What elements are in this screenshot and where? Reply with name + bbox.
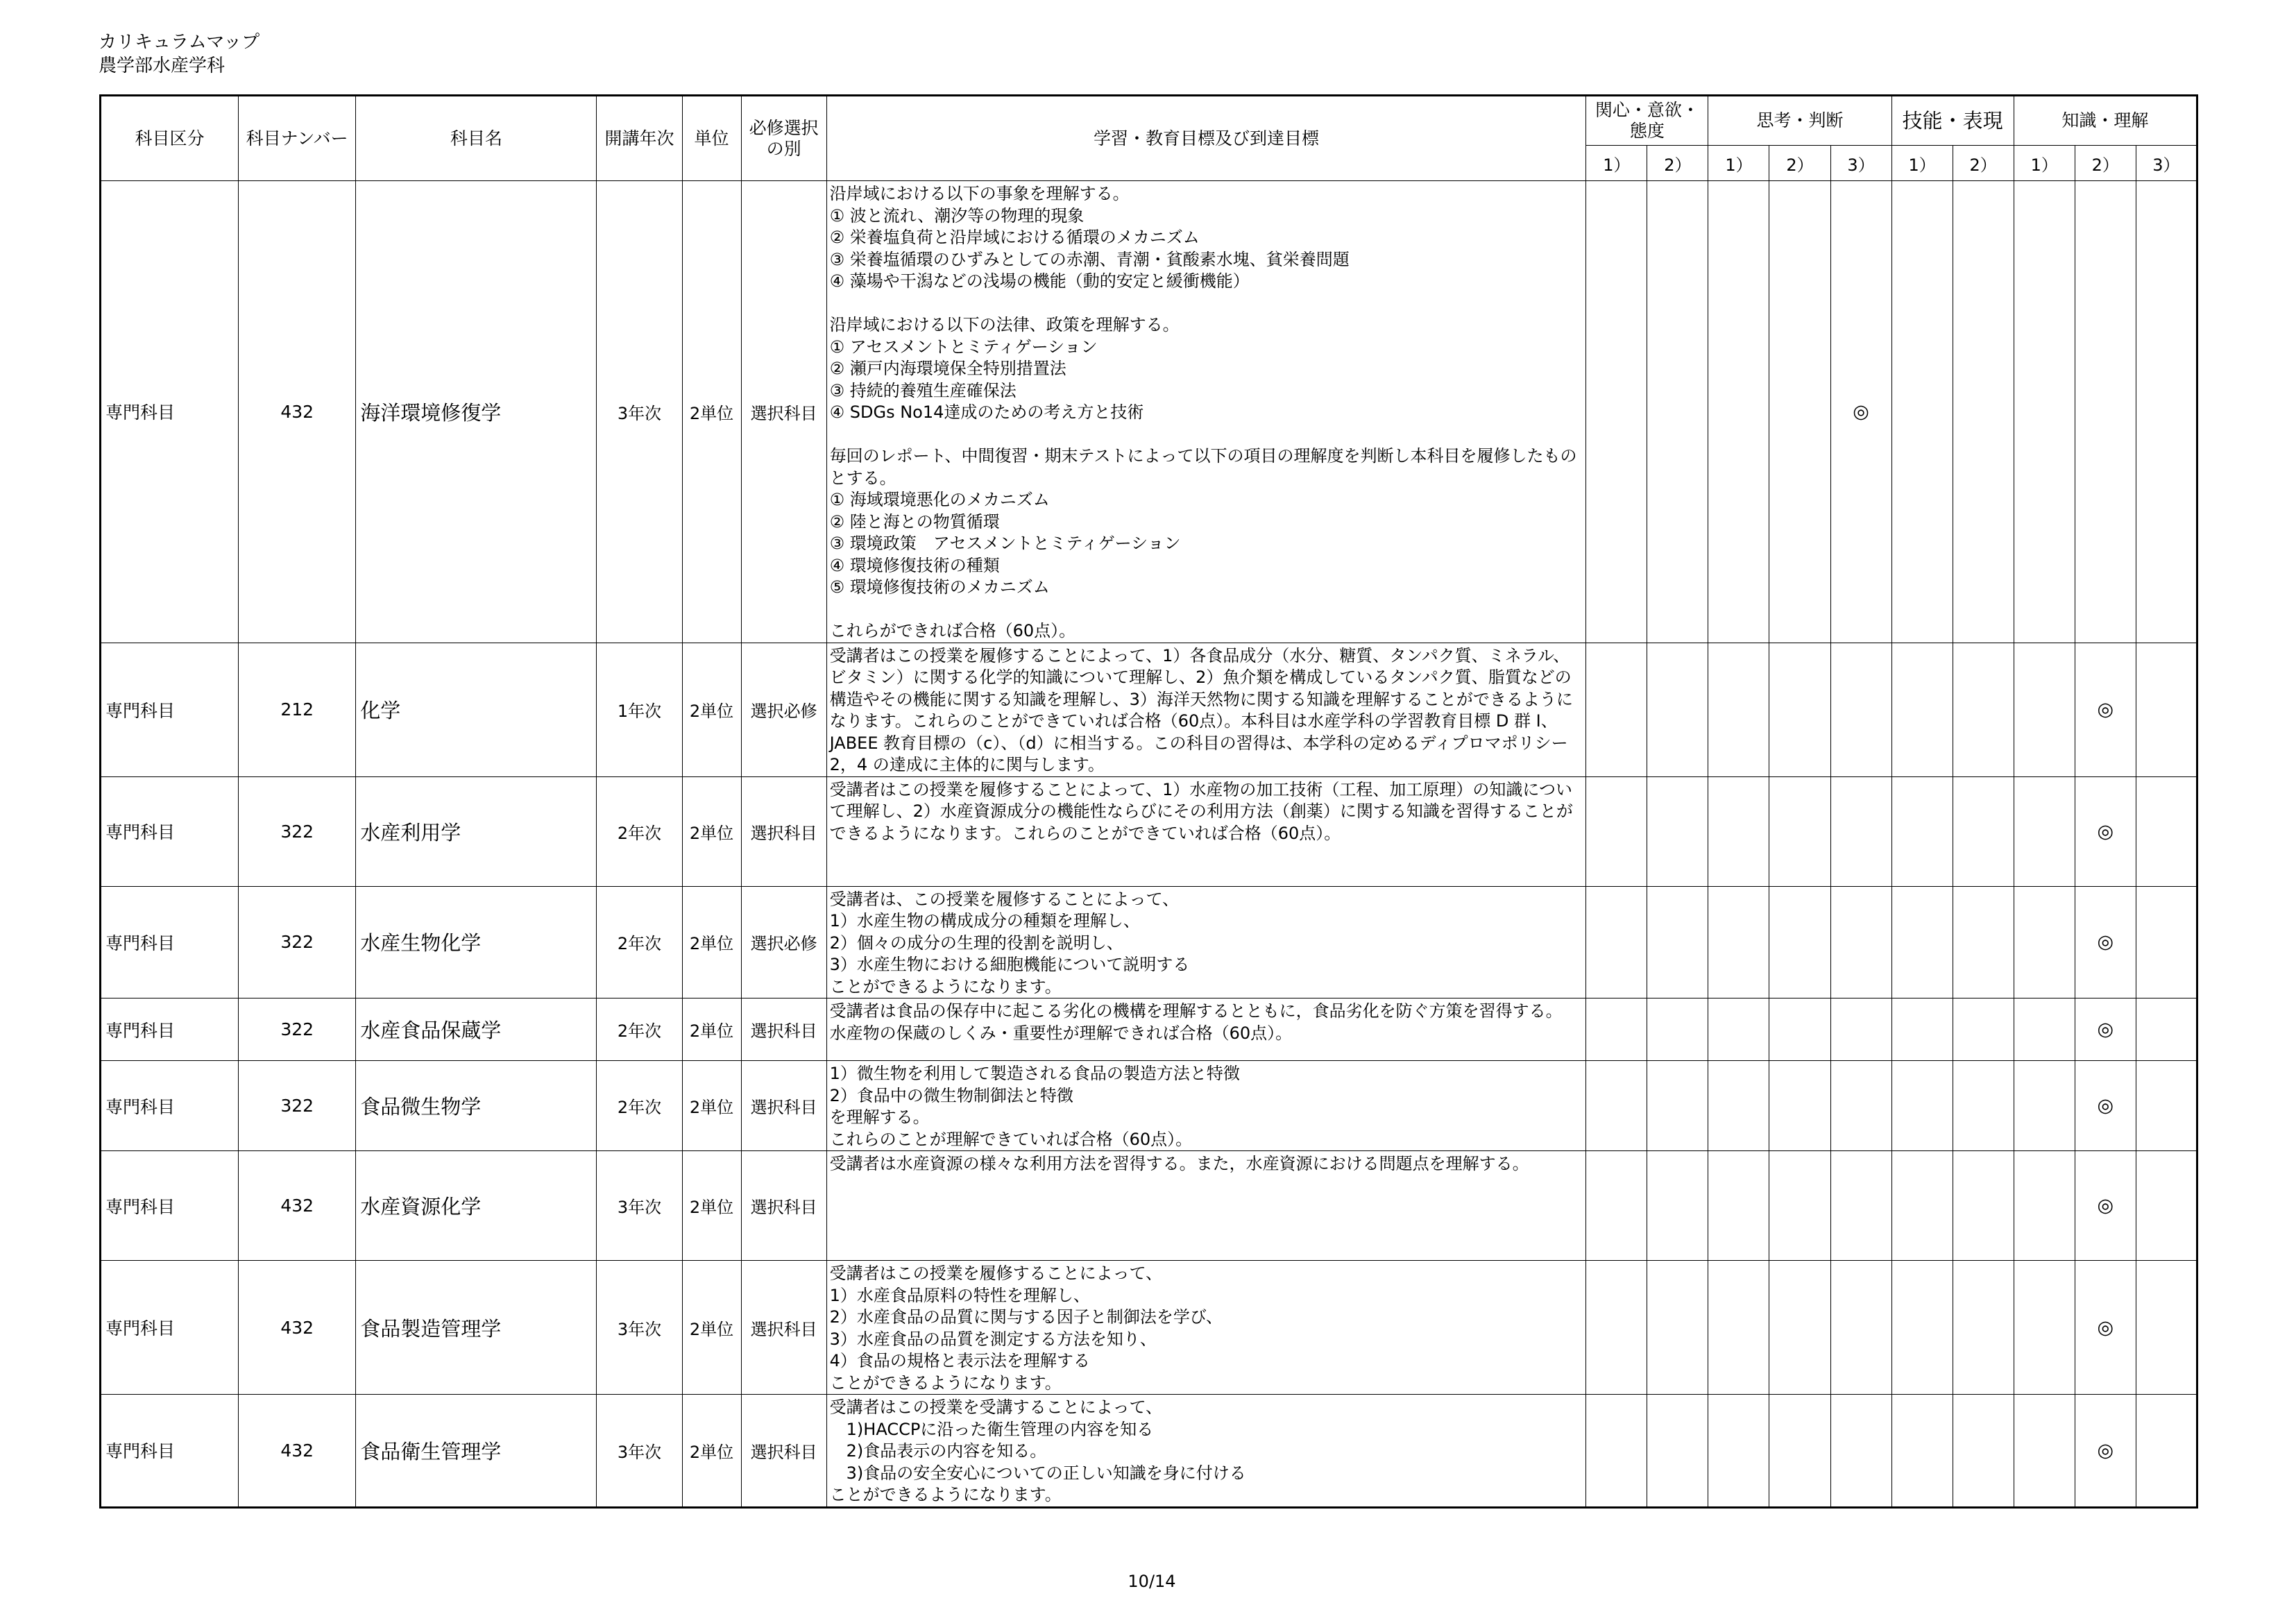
mark-cell [1586, 643, 1647, 776]
subheader-cell: 2） [2075, 146, 2136, 181]
course-category: 専門科目 [101, 776, 239, 886]
course-required: 選択科目 [741, 1261, 826, 1395]
course-units: 2単位 [682, 1061, 741, 1151]
header-year: 開講年次 [597, 96, 682, 181]
course-goal: 受講者はこの授業を履修することによって、 1）水産食品原料の特性を理解し、 2）水産食品の品質に関与する因子と制御法を学び、 3）水産食品の品質を測定する方法を知り、 4）食品の規格と表示法を理解する ことができるようになります。 [826, 1261, 1586, 1395]
header-required [741, 96, 826, 181]
mark-cell [2075, 181, 2136, 643]
course-year: 3年次 [597, 1151, 682, 1261]
mark-cell [1708, 643, 1769, 776]
course-name: 水産生物化学 [356, 886, 597, 999]
mark-cell [1586, 1395, 1647, 1508]
course-year: 3年次 [597, 1261, 682, 1395]
mark-cell [1769, 643, 1830, 776]
course-number: 322 [239, 999, 356, 1061]
mark-cell: ◎ [2075, 1151, 2136, 1261]
mark-cell [1891, 1151, 1953, 1261]
mark-cell [1891, 181, 1953, 643]
subheader-cell: 1） [1586, 146, 1647, 181]
mark-cell [1769, 1261, 1830, 1395]
mark-cell [1891, 1395, 1953, 1508]
subheader-cell: 1） [1891, 146, 1953, 181]
course-rows [101, 181, 2197, 1508]
mark-cell [2136, 1151, 2197, 1261]
mark-cell [2014, 1261, 2075, 1395]
mark-cell [1647, 181, 1708, 643]
course-name: 化学 [356, 643, 597, 776]
table-row [101, 1061, 2197, 1151]
course-units: 2単位 [682, 643, 741, 776]
mark-cell [1891, 1061, 1953, 1151]
header-skills: 技能・表現 [1891, 96, 2014, 146]
course-year: 2年次 [597, 1061, 682, 1151]
mark-cell [1708, 886, 1769, 999]
mark-cell [2014, 776, 2075, 886]
mark-cell [1830, 999, 1891, 1061]
course-name: 食品製造管理学 [356, 1261, 597, 1395]
course-required: 選択科目 [741, 181, 826, 643]
mark-cell [1830, 886, 1891, 999]
mark-cell [2136, 1395, 2197, 1508]
header-thinking: 思考・判断 [1708, 96, 1891, 146]
course-number: 432 [239, 181, 356, 643]
course-name: 海洋環境修復学 [356, 181, 597, 643]
subheader-cell: 2） [1953, 146, 2014, 181]
mark-cell [2014, 1061, 2075, 1151]
mark-cell [1647, 1061, 1708, 1151]
mark-cell [1891, 886, 1953, 999]
mark-cell [1769, 181, 1830, 643]
course-goal: 1）微生物を利用して製造される食品の製造方法と特徴 2）食品中の微生物制御法と特徴 を理解する。 これらのことが理解できていれば合格（60点）。 [826, 1061, 1586, 1151]
course-category: 専門科目 [101, 999, 239, 1061]
mark-cell [2136, 776, 2197, 886]
mark-cell [1586, 886, 1647, 999]
course-number: 432 [239, 1261, 356, 1395]
table-row [101, 1395, 2197, 1508]
course-goal: 沿岸域における以下の事象を理解する。 ① 波と流れ、潮汐等の物理的現象 ② 栄養塩負荷と沿岸域における循環のメカニズム ③ 栄養塩循環のひずみとしての赤潮、青潮・貧酸素水塊、貧栄養問題 ④ 藻場や干潟などの浅場の機能（動的安定と緩衝機能） 沿岸域における以下の法律、政策を理解する。 ① アセスメントとミティゲーション ② 瀬戸内海環境保全特別措置法 ③ 持続的養殖生産確保法 ④ SDGs No14達成のための考え方と技術 毎回のレポート、中間復習・期末テストによって以下の項目の理解度を判断し本科目を履修したものとする。 ① 海域環境悪化のメカニズム ② 陸と海との物質循環 ③ 環境政策 アセスメントとミティゲーション ④ 環境修復技術の種類 ⑤ 環境修復技術のメカニズム これらができれば合格（60点）。 [826, 181, 1586, 643]
course-number: 212 [239, 643, 356, 776]
mark-cell [1586, 999, 1647, 1061]
mark-cell [1953, 643, 2014, 776]
mark-cell [1769, 886, 1830, 999]
course-category: 専門科目 [101, 886, 239, 999]
mark-cell [1953, 1061, 2014, 1151]
subheader-cell: 1） [1708, 146, 1769, 181]
mark-cell [1769, 999, 1830, 1061]
header-name: 科目名 [356, 96, 597, 181]
mark-cell: ◎ [2075, 1395, 2136, 1508]
subheader-cell: 3） [1830, 146, 1891, 181]
mark-cell [2014, 181, 2075, 643]
document-title [99, 31, 260, 78]
course-number: 322 [239, 776, 356, 886]
course-goal: 受講者はこの授業を履修することによって、1）水産物の加工技術（工程、加工原理）の知識について理解し、2）水産資源成分の機能性ならびにその利用方法（創薬）に関する知識を習得することができるようになります。これらのことができていれば合格（60点）。 [826, 776, 1586, 886]
course-number: 432 [239, 1395, 356, 1508]
header-interest-line-2: 態度 [1629, 121, 1665, 141]
mark-cell [2136, 643, 2197, 776]
mark-cell: ◎ [2075, 1061, 2136, 1151]
mark-cell [2014, 886, 2075, 999]
mark-cell [1586, 1151, 1647, 1261]
course-category: 専門科目 [101, 1061, 239, 1151]
header-goals: 学習・教育目標及び到達目標 [826, 96, 1586, 181]
header-required-line-2: の別 [766, 138, 801, 159]
mark-cell: ◎ [2075, 643, 2136, 776]
mark-cell: ◎ [2075, 999, 2136, 1061]
page-number: 10/14 [1128, 1572, 1176, 1591]
mark-cell [1891, 776, 1953, 886]
course-number: 322 [239, 886, 356, 999]
course-category: 専門科目 [101, 1261, 239, 1395]
course-required: 選択科目 [741, 1395, 826, 1508]
header-units: 単位 [682, 96, 741, 181]
mark-cell [1891, 643, 1953, 776]
course-category: 専門科目 [101, 643, 239, 776]
mark-cell [1953, 1261, 2014, 1395]
mark-cell [1647, 1261, 1708, 1395]
mark-cell [1647, 643, 1708, 776]
header-interest [1586, 96, 1708, 146]
course-required: 選択科目 [741, 1151, 826, 1261]
course-goal: 受講者は食品の保存中に起こる劣化の機構を理解するとともに，食品劣化を防ぐ方策を習得する。 水産物の保蔵のしくみ・重要性が理解できれば合格（60点）。 [826, 999, 1586, 1061]
mark-cell [1891, 1261, 1953, 1395]
course-year: 2年次 [597, 999, 682, 1061]
table-row [101, 999, 2197, 1061]
course-units: 2単位 [682, 886, 741, 999]
mark-cell [1647, 776, 1708, 886]
mark-cell [1708, 1151, 1769, 1261]
mark-cell [2136, 1261, 2197, 1395]
mark-cell [1769, 1151, 1830, 1261]
course-units: 2単位 [682, 776, 741, 886]
course-units: 2単位 [682, 1261, 741, 1395]
mark-cell [1830, 1395, 1891, 1508]
course-category: 専門科目 [101, 1395, 239, 1508]
header-required-line-1: 必修選択 [749, 117, 819, 138]
course-name: 食品衛生管理学 [356, 1395, 597, 1508]
mark-cell [2014, 643, 2075, 776]
mark-cell [1953, 1395, 2014, 1508]
mark-cell [1830, 1261, 1891, 1395]
mark-cell [1647, 1151, 1708, 1261]
subheader-cell: 1） [2014, 146, 2075, 181]
mark-cell [2136, 999, 2197, 1061]
mark-cell [1953, 886, 2014, 999]
course-goal: 受講者は水産資源の様々な利用方法を習得する。また，水産資源における問題点を理解する。 [826, 1151, 1586, 1261]
course-category: 専門科目 [101, 1151, 239, 1261]
header-row [101, 96, 2197, 146]
course-goal: 受講者は、この授業を履修することによって、 1）水産生物の構成成分の種類を理解し、 2）個々の成分の生理的役割を説明し、 3）水産生物における細胞機能について説明する ことができるようになります。 [826, 886, 1586, 999]
mark-cell [1647, 999, 1708, 1061]
course-goal: 受講者はこの授業を履修することによって、1）各食品成分（水分、糖質、タンパク質、ミネラル、ビタミン）に関する化学的知識について理解し、2）魚介類を構成しているタンパク質、脂質などの構造やその機能に関する知識を理解し、3）海洋天然物に関する知識を理解することができるようになります。これらのことができていれば合格（60点）。本科目は水産学科の学習教育目標 D 群 I、JABEE 教育目標の（c）、（d）に相当する。この科目の習得は、本学科の定めるディプロマポリシー2，4 の達成に主体的に関与します。 [826, 643, 1586, 776]
mark-cell [1953, 999, 2014, 1061]
course-required: 選択科目 [741, 776, 826, 886]
mark-cell: ◎ [2075, 1261, 2136, 1395]
table-row [101, 1151, 2197, 1261]
mark-cell [1586, 1261, 1647, 1395]
header-interest-line-1: 関心・意欲・ [1595, 100, 1699, 120]
course-number: 432 [239, 1151, 356, 1261]
mark-cell [1708, 1261, 1769, 1395]
mark-cell [1830, 776, 1891, 886]
mark-cell [1769, 1061, 1830, 1151]
title-line-2: 農学部水産学科 [99, 56, 226, 76]
course-year: 3年次 [597, 1395, 682, 1508]
course-name: 水産食品保蔵学 [356, 999, 597, 1061]
mark-cell [1708, 776, 1769, 886]
mark-cell [1953, 776, 2014, 886]
header-knowledge: 知識・理解 [2014, 96, 2197, 146]
mark-cell [2136, 1061, 2197, 1151]
course-year: 2年次 [597, 886, 682, 999]
mark-cell [1647, 1395, 1708, 1508]
course-required: 選択必修 [741, 643, 826, 776]
subheader-cell: 2） [1647, 146, 1708, 181]
course-units: 2単位 [682, 999, 741, 1061]
mark-cell [2014, 1151, 2075, 1261]
mark-cell [1953, 181, 2014, 643]
header-category: 科目区分 [101, 96, 239, 181]
mark-cell [2136, 886, 2197, 999]
mark-cell [1830, 643, 1891, 776]
course-category: 専門科目 [101, 181, 239, 643]
course-required: 選択科目 [741, 999, 826, 1061]
mark-cell: ◎ [2075, 886, 2136, 999]
mark-cell [1708, 1061, 1769, 1151]
subheader-cell: 2） [1769, 146, 1830, 181]
mark-cell [1647, 886, 1708, 999]
course-units: 2単位 [682, 181, 741, 643]
mark-cell [2014, 999, 2075, 1061]
mark-cell [2136, 181, 2197, 643]
mark-cell: ◎ [2075, 776, 2136, 886]
mark-cell [1830, 1151, 1891, 1261]
course-name: 食品微生物学 [356, 1061, 597, 1151]
course-year: 1年次 [597, 643, 682, 776]
table-row [101, 643, 2197, 776]
mark-cell [1769, 1395, 1830, 1508]
mark-cell [1708, 181, 1769, 643]
title-line-1: カリキュラムマップ [99, 32, 260, 53]
mark-cell [1708, 999, 1769, 1061]
course-required: 選択科目 [741, 1061, 826, 1151]
mark-cell [1586, 181, 1647, 643]
curriculum-map-table [99, 94, 2198, 1509]
course-year: 2年次 [597, 776, 682, 886]
course-name: 水産利用学 [356, 776, 597, 886]
course-year: 3年次 [597, 181, 682, 643]
mark-cell [1769, 776, 1830, 886]
mark-cell [1586, 776, 1647, 886]
mark-cell: ◎ [1830, 181, 1891, 643]
subheader-cell: 3） [2136, 146, 2197, 181]
table-row [101, 1261, 2197, 1395]
course-units: 2単位 [682, 1395, 741, 1508]
mark-cell [1953, 1151, 2014, 1261]
table-row [101, 886, 2197, 999]
mark-cell [2014, 1395, 2075, 1508]
header-number: 科目ナンバー [239, 96, 356, 181]
mark-cell [1830, 1061, 1891, 1151]
course-name: 水産資源化学 [356, 1151, 597, 1261]
course-number: 322 [239, 1061, 356, 1151]
mark-cell [1586, 1061, 1647, 1151]
course-units: 2単位 [682, 1151, 741, 1261]
table-row [101, 776, 2197, 886]
mark-cell [1708, 1395, 1769, 1508]
mark-cell [1891, 999, 1953, 1061]
course-goal: 受講者はこの授業を受講することによって、 1)HACCPに沿った衛生管理の内容を知る 2)食品表示の内容を知る。 3)食品の安全安心についての正しい知識を身に付ける ことができるようになります。 [826, 1395, 1586, 1508]
course-required: 選択必修 [741, 886, 826, 999]
table-row [101, 181, 2197, 643]
